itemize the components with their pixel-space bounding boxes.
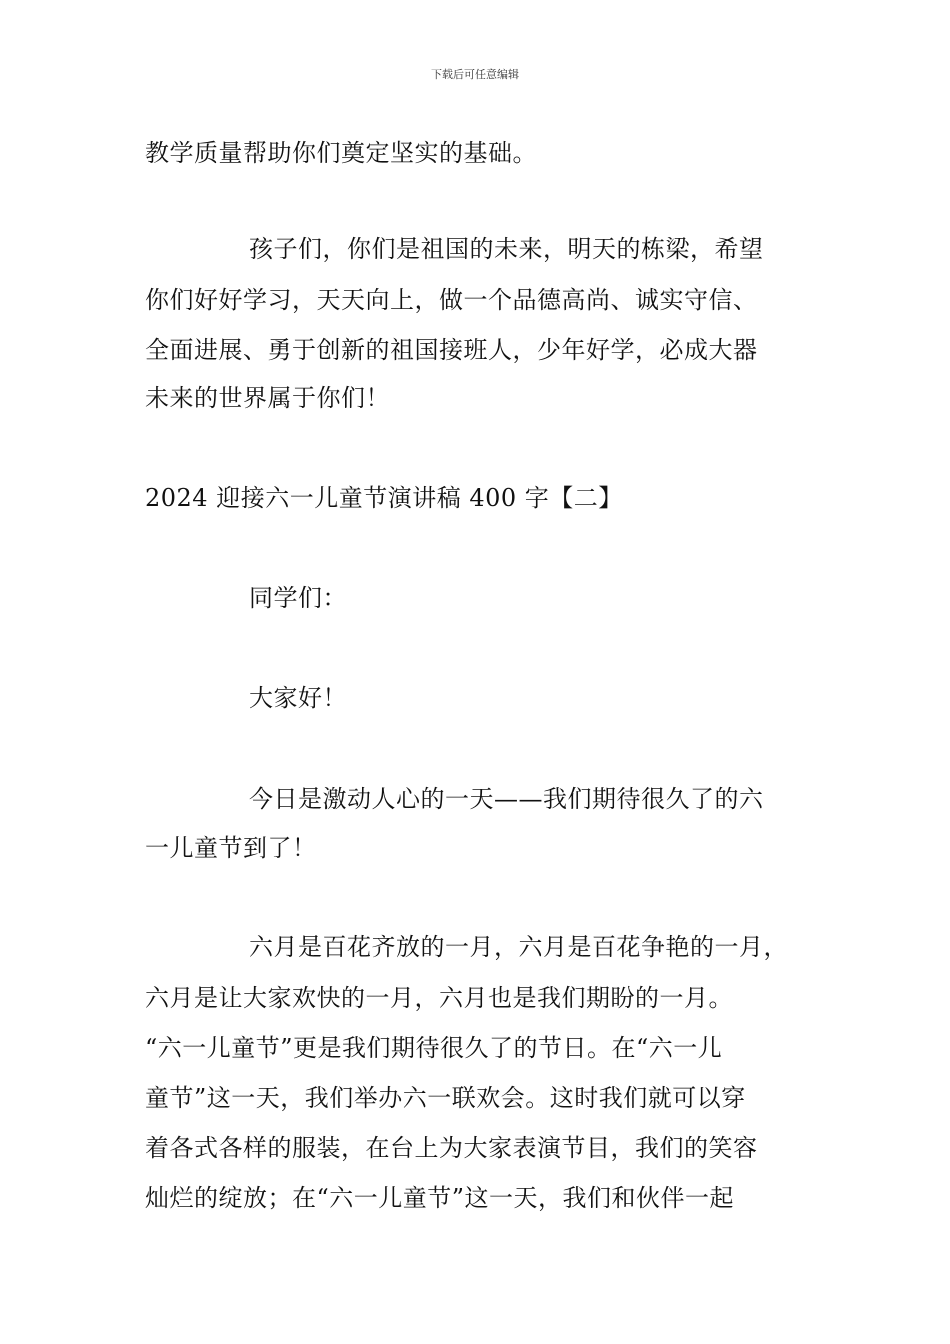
text-line: “六一儿童节”更是我们期待很久了的节日。在“六一儿 bbox=[145, 1034, 723, 1062]
page-header: 下载后可任意编辑 bbox=[431, 68, 519, 81]
text-line: 着各式各样的服装，在台上为大家表演节目，我们的笑容 bbox=[145, 1134, 758, 1162]
greeting: 大家好！ bbox=[249, 684, 347, 712]
text-line: 全面进展、勇于创新的祖国接班人，少年好学，必成大器 bbox=[145, 336, 758, 364]
text-line: 一儿童节到了！ bbox=[145, 834, 317, 862]
paragraph-first-line: 孩子们，你们是祖国的未来，明天的栋梁，希望 bbox=[249, 235, 764, 263]
paragraph-first-line: 六月是百花齐放的一月，六月是百花争艳的一月， bbox=[249, 933, 788, 961]
text-line: 灿烂的绽放；在“六一儿童节”这一天，我们和伙伴一起 bbox=[145, 1184, 735, 1212]
section-title: 2024 迎接六一儿童节演讲稿 400 字【二】 bbox=[145, 484, 623, 512]
text-line: 你们好好学习，天天向上，做一个品德高尚、诚实守信、 bbox=[145, 286, 758, 314]
paragraph-first-line: 今日是激动人心的一天——我们期待很久了的六 bbox=[249, 785, 764, 813]
text-line: 教学质量帮助你们奠定坚实的基础。 bbox=[145, 139, 537, 167]
salutation: 同学们： bbox=[249, 584, 347, 612]
text-line: 未来的世界属于你们！ bbox=[145, 384, 390, 412]
text-line: 六月是让大家欢快的一月，六月也是我们期盼的一月。 bbox=[145, 984, 733, 1012]
text-line: 童节”这一天，我们举办六一联欢会。这时我们就可以穿 bbox=[145, 1084, 746, 1112]
